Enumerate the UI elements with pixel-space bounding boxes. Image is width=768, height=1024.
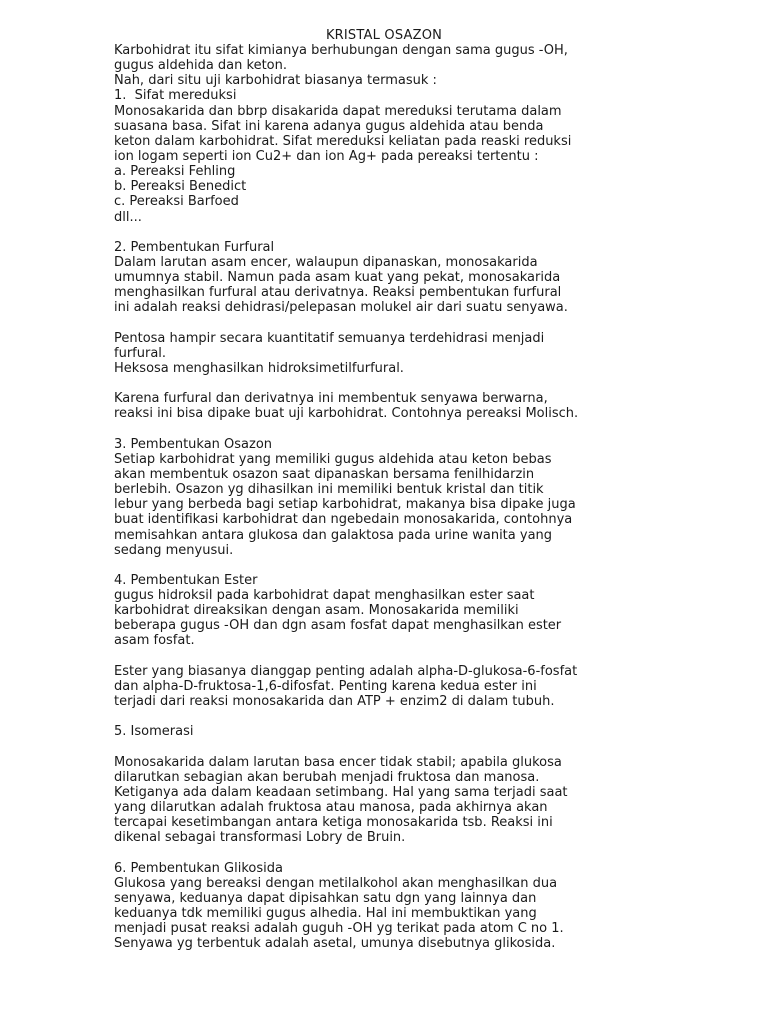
document-title: KRISTAL OSAZON [325, 28, 443, 43]
text-line: 1. Sifat mereduksi [114, 88, 237, 104]
text-line: furfural. [114, 345, 167, 361]
blank-line [114, 558, 674, 573]
text-line: dikenal sebagai transformasi Lobry de Bruin. [114, 830, 406, 846]
text-line: yang dilarutkan adalah fruktosa atau manosa, pada akhirnya akan [114, 800, 548, 816]
text-line: beberapa gugus -OH dan dgn asam fosfat dapat menghasilkan ester [114, 618, 562, 634]
text-line: 2. Pembentukan Furfural [114, 239, 275, 255]
text-line: menghasilkan furfural atau derivatnya. Reaksi pembentukan furfural [114, 285, 562, 301]
text-line: karbohidrat direaksikan dengan asam. Monosakarida memiliki [114, 603, 519, 619]
text-line: dilarutkan sebagian akan berubah menjadi fruktosa dan manosa. [114, 769, 540, 785]
text-line: berlebih. Osazon yg dihasilkan ini memiliki bentuk kristal dan titik [114, 482, 544, 498]
blank-line [114, 225, 674, 240]
text-line: gugus aldehida dan keton. [114, 58, 287, 74]
text-line: dll... [114, 209, 142, 225]
blank-line [114, 709, 674, 724]
text-line: Pentosa hampir secara kuantitatif semuanya terdehidrasi menjadi [114, 330, 545, 346]
text-line: a. Pereaksi Fehling [114, 164, 236, 180]
text-line: 3. Pembentukan Osazon [114, 436, 273, 452]
blank-line [114, 649, 674, 664]
blank-line [114, 316, 674, 331]
text-line: gugus hidroksil pada karbohidrat dapat menghasilkan ester saat [114, 588, 535, 604]
text-line: tercapai kesetimbangan antara ketiga monosakarida tsb. Reaksi ini [114, 815, 553, 831]
text-line: Dalam larutan asam encer, walaupun dipanaskan, monosakarida [114, 254, 538, 270]
text-line: sedang menyusui. [114, 542, 234, 558]
text-line: b. Pereaksi Benedict [114, 179, 247, 195]
text-line: buat identifikasi karbohidrat dan ngebedain monosakarida, contohnya [114, 512, 573, 528]
text-line: Monosakarida dan bbrp disakarida dapat mereduksi terutama dalam [114, 103, 562, 119]
text-line: ion logam seperti ion Cu2+ dan ion Ag+ pada pereaksi tertentu : [114, 148, 539, 164]
document-body [114, 43, 674, 951]
text-line: keton dalam karbohidrat. Sifat mereduksi keliatan pada reaski reduksi [114, 133, 572, 149]
text-line: akan membentuk osazon saat dipanaskan bersama fenilhidarzin [114, 466, 535, 482]
text-line: 5. Isomerasi [114, 724, 194, 740]
text-line: Glukosa yang bereaksi dengan metilalkohol akan menghasilkan dua [114, 875, 558, 891]
text-line: dan alpha-D-fruktosa-1,6-difosfat. Penting karena kedua ester ini [114, 678, 537, 694]
text-line: terjadi dari reaksi monosakarida dan ATP + enzim2 di dalam tubuh. [114, 694, 555, 710]
text-line: umumnya stabil. Namun pada asam kuat yang pekat, monosakarida [114, 270, 561, 286]
text-line: keduanya tdk memiliki gugus alhedia. Hal ini membuktikan yang [114, 906, 537, 922]
text-line: asam fosfat. [114, 633, 195, 649]
text-line: reaksi ini bisa dipake buat uji karbohidrat. Contohnya pereaksi Molisch. [114, 406, 579, 422]
text-line: menjadi pusat reaksi adalah guguh -OH yg terikat pada atom C no 1. [114, 921, 564, 937]
text-line: Senyawa yg terbentuk adalah asetal, umunya disebutnya glikosida. [114, 936, 556, 952]
text-line: lebur yang berbeda bagi setiap karbohidrat, makanya bisa dipake juga [114, 497, 576, 513]
text-line: senyawa, keduanya dapat dipisahkan satu dgn yang lainnya dan [114, 890, 537, 906]
text-line: Setiap karbohidrat yang memiliki gugus aldehida atau keton bebas [114, 451, 552, 467]
text-line: suasana basa. Sifat ini karena adanya gugus aldehida atau benda [114, 118, 544, 134]
text-line: Karbohidrat itu sifat kimianya berhubungan dengan sama gugus -OH, [114, 43, 568, 58]
text-line: ini adalah reaksi dehidrasi/pelepasan molukel air dari suatu senyawa. [114, 300, 568, 316]
blank-line [114, 422, 674, 437]
blank-line [114, 845, 674, 860]
text-line: Ketiganya ada dalam keadaan setimbang. Hal yang sama terjadi saat [114, 784, 568, 800]
blank-line [114, 376, 674, 391]
text-line: Nah, dari situ uji karbohidrat biasanya termasuk : [114, 73, 437, 89]
text-line: Heksosa menghasilkan hidroksimetilfurfural. [114, 360, 404, 376]
text-line: 6. Pembentukan Glikosida [114, 860, 283, 876]
text-line: 4. Pembentukan Ester [114, 572, 258, 588]
blank-line [114, 739, 674, 754]
text-line: c. Pereaksi Barfoed [114, 194, 239, 210]
text-line: Karena furfural dan derivatnya ini membentuk senyawa berwarna, [114, 391, 548, 407]
text-line: memisahkan antara glukosa dan galaktosa pada urine wanita yang [114, 527, 553, 543]
text-line: Ester yang biasanya dianggap penting adalah alpha-D-glukosa-6-fosfat [114, 663, 578, 679]
text-line: Monosakarida dalam larutan basa encer tidak stabil; apabila glukosa [114, 754, 562, 770]
